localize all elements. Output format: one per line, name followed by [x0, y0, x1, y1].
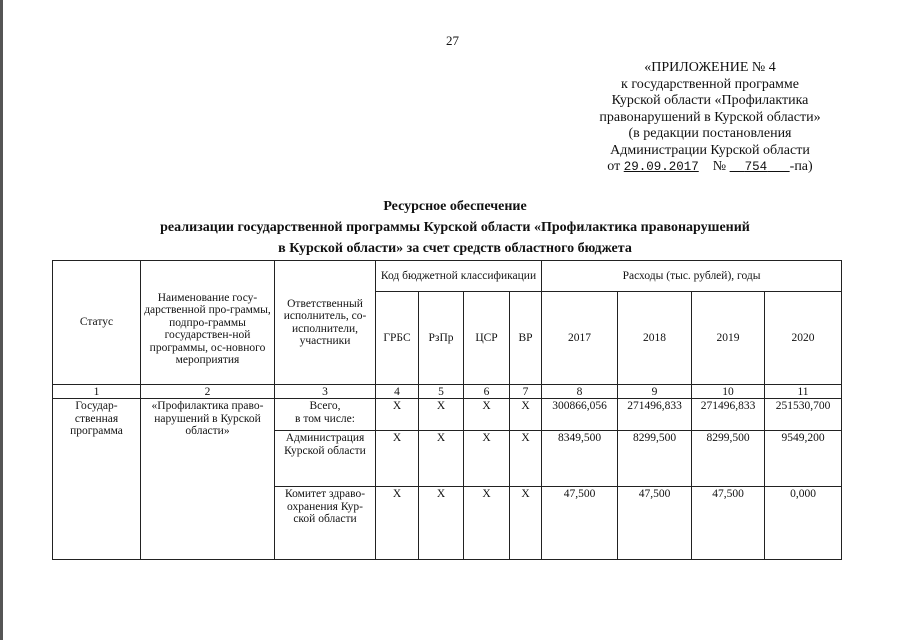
- value-cell: 271496,833: [618, 399, 692, 431]
- header-name: Наименование госу-дарственной про-граммы, подпро-граммы государствен-ной программы, ос-новного мероприятия: [141, 261, 275, 385]
- value-cell: 8299,500: [692, 431, 765, 487]
- header-year: 2017: [542, 292, 618, 385]
- document-title: [40, 196, 870, 259]
- col-number: 9: [618, 385, 692, 399]
- code-cell: X: [510, 487, 542, 560]
- header-status: Статус: [53, 261, 141, 385]
- code-cell: X: [510, 431, 542, 487]
- col-number: 3: [275, 385, 376, 399]
- header-csr: ЦСР: [464, 292, 510, 385]
- resource-table: [52, 260, 842, 560]
- executor-cell: Администрация Курской области: [275, 431, 376, 487]
- col-number: 6: [464, 385, 510, 399]
- code-cell: X: [464, 487, 510, 560]
- value-cell: 47,500: [618, 487, 692, 560]
- code-cell: X: [464, 431, 510, 487]
- appendix-line: правонарушений в Курской области»: [599, 109, 821, 125]
- value-cell: 271496,833: [692, 399, 765, 431]
- appendix-date-line: [560, 159, 860, 176]
- code-cell: X: [464, 399, 510, 431]
- appendix-line: (в редакции постановления: [628, 126, 792, 141]
- title-line: Ресурсное обеспечение: [383, 199, 527, 214]
- page-number: 27: [446, 33, 459, 48]
- header-vr: ВР: [510, 292, 542, 385]
- col-number: 4: [376, 385, 419, 399]
- header-executor: Ответственный исполнитель, со-исполнители, участники: [275, 261, 376, 385]
- title-line: в Курской области» за счет средств областного бюджета: [278, 241, 632, 256]
- code-cell: X: [419, 399, 464, 431]
- table-row: [53, 399, 842, 431]
- col-number: 11: [765, 385, 842, 399]
- col-number: 1: [53, 385, 141, 399]
- col-number: 10: [692, 385, 765, 399]
- decree-date: 29.09.2017: [623, 160, 699, 174]
- code-cell: X: [376, 399, 419, 431]
- scan-edge: [0, 0, 3, 640]
- col-number: 5: [419, 385, 464, 399]
- appendix-line: к государственной программе: [621, 76, 799, 92]
- value-cell: 8299,500: [618, 431, 692, 487]
- code-cell: X: [510, 399, 542, 431]
- col-number: 7: [510, 385, 542, 399]
- value-cell: 9549,200: [765, 431, 842, 487]
- header-rzpr: РзПр: [419, 292, 464, 385]
- value-cell: 47,500: [542, 487, 618, 560]
- code-cell: X: [376, 487, 419, 560]
- appendix-line: Администрации Курской области: [610, 142, 810, 158]
- value-cell: 300866,056: [542, 399, 618, 431]
- header-expenses: Расходы (тыс. рублей), годы: [542, 261, 842, 292]
- col-number: 8: [542, 385, 618, 399]
- appendix-line: «ПРИЛОЖЕНИЕ № 4: [644, 60, 776, 75]
- value-cell: 251530,700: [765, 399, 842, 431]
- decree-number: 754: [744, 160, 768, 174]
- value-cell: 0,000: [765, 487, 842, 560]
- header-budget-code: Код бюджетной классификации: [376, 261, 542, 292]
- code-cell: X: [419, 431, 464, 487]
- code-cell: X: [419, 487, 464, 560]
- header-year: 2019: [692, 292, 765, 385]
- number-label: №: [712, 159, 727, 174]
- decree-suffix: -па): [789, 159, 813, 174]
- header-grbs: ГРБС: [376, 292, 419, 385]
- code-cell: X: [376, 431, 419, 487]
- header-year: 2018: [618, 292, 692, 385]
- appendix-block: [560, 60, 860, 176]
- value-cell: 47,500: [692, 487, 765, 560]
- header-year: 2020: [765, 292, 842, 385]
- status-cell: Государ-ственная программа: [53, 399, 141, 560]
- title-line: реализации государственной программы Курской области «Профилактика правонарушений: [160, 220, 750, 235]
- program-name-cell: «Профилактика право-нарушений в Курской области»: [141, 399, 275, 560]
- appendix-line: Курской области «Профилактика: [611, 93, 809, 108]
- executor-cell: Всего, в том числе:: [275, 399, 376, 431]
- col-number: 2: [141, 385, 275, 399]
- value-cell: 8349,500: [542, 431, 618, 487]
- from-label: от: [607, 159, 621, 174]
- executor-cell: Комитет здраво-охранения Кур-ской области: [275, 487, 376, 560]
